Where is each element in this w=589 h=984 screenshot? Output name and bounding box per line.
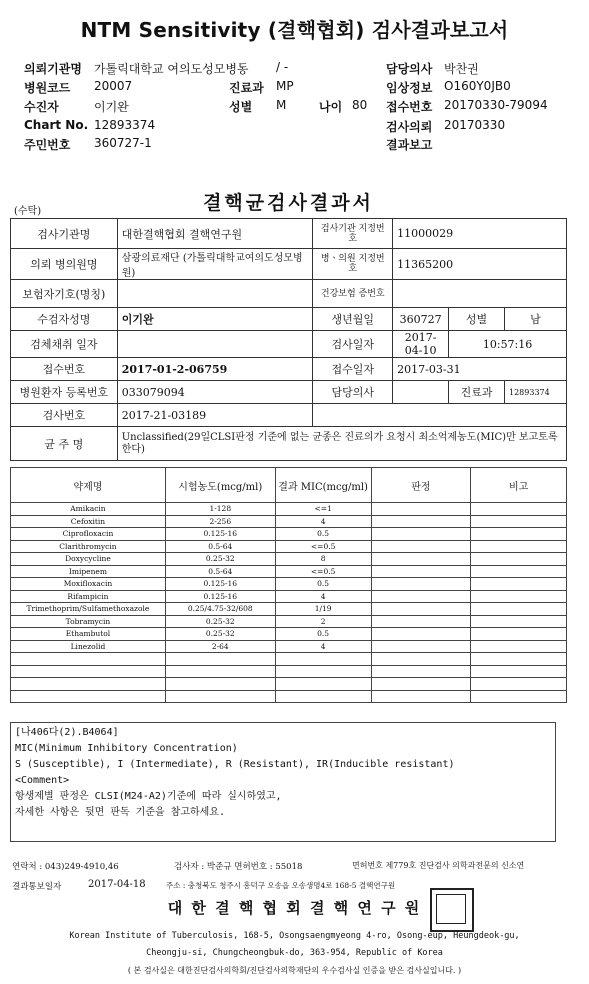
drug-cell: 0.125-16 <box>165 590 275 603</box>
drug-row <box>11 690 567 703</box>
birth-value: 360727 <box>393 308 449 331</box>
drug-cell <box>165 653 275 666</box>
drug-row <box>11 665 567 678</box>
drug-row <box>11 578 567 591</box>
resident-value: 360727-1 <box>94 136 152 150</box>
drug-cell: 0.25-32 <box>165 553 275 566</box>
drug-row <box>11 590 567 603</box>
drug-cell <box>471 590 567 603</box>
name-label: 수검자성명 <box>11 308 118 331</box>
report-date-label: 결과통보일자 <box>12 882 62 892</box>
dept-label-r: 진료과 <box>449 381 505 404</box>
drug-cell: 4 <box>275 640 371 653</box>
drug-cell: 0.25-32 <box>165 628 275 641</box>
drug-cell <box>471 578 567 591</box>
health-value <box>393 280 567 308</box>
collect-label: 검체채취 일자 <box>11 331 118 358</box>
drug-row <box>11 565 567 578</box>
drug-cell: Linezolid <box>11 640 166 653</box>
drug-cell <box>471 603 567 616</box>
report-date-value: 2017-04-18 <box>88 879 146 890</box>
seal-stamp <box>430 888 474 932</box>
drug-row <box>11 603 567 616</box>
cert-note: ( 본 검사실은 대한진단검사의학회/진단검사의학재단의 우수검사실 인증을 받은 검사실입니다. ) <box>127 966 462 975</box>
doctor-label-r: 담당의사 <box>313 381 393 404</box>
doctor-value: 박찬권 <box>444 62 479 76</box>
drug-cell <box>371 565 471 578</box>
drug-cell: <=1 <box>275 503 371 516</box>
sex-label-r: 성별 <box>449 308 505 331</box>
drug-row <box>11 540 567 553</box>
director: 면허번호 제779호 진단검사 의학과전문의 신소연 <box>352 861 525 870</box>
drug-cell <box>471 678 567 691</box>
drug-cell <box>471 503 567 516</box>
drug-cell <box>471 640 567 653</box>
insurance-value <box>117 280 313 308</box>
health-label: 건강보험 증번호 <box>313 280 393 308</box>
drug-cell <box>165 678 275 691</box>
drug-cell <box>165 665 275 678</box>
sex-value-r: 남 <box>505 308 567 331</box>
hosp-label: 의뢰 병의원명 <box>11 249 118 280</box>
drug-cell <box>275 690 371 703</box>
hosp-code-value: 11365200 <box>393 249 567 280</box>
drug-cell: Rifampicin <box>11 590 166 603</box>
examiner: 검사자 : 박준규 면허번호 : 55018 <box>174 862 303 872</box>
drug-cell <box>471 628 567 641</box>
drug-cell: Moxifloxacin <box>11 578 166 591</box>
drug-cell <box>471 615 567 628</box>
clinical-value: O160Y0JB0 <box>444 79 511 93</box>
drug-cell <box>471 653 567 666</box>
strain-value: Unclassified(29일CLSI판정 기준에 없는 균종은 진료의가 요청시 최소억제농도(MIC)만 보고토록 한다) <box>117 427 566 461</box>
drug-cell <box>371 528 471 541</box>
drug-cell <box>11 690 166 703</box>
drug-cell <box>471 553 567 566</box>
drug-cell: 0.25/4.75-32/608 <box>165 603 275 616</box>
drug-cell: 0.5-64 <box>165 540 275 553</box>
birth-label: 생년월일 <box>313 308 393 331</box>
drug-cell: 1/19 <box>275 603 371 616</box>
hospital-value: 가톨릭대학교 여의도성모병동 <box>94 62 249 76</box>
drug-row <box>11 615 567 628</box>
request-label: 검사의뢰 <box>386 120 433 134</box>
drug-cell <box>371 653 471 666</box>
note-line: 항생제별 판정은 CLSI(M24-A2)기준에 따라 실시하였고, <box>15 791 282 802</box>
drug-cell <box>371 628 471 641</box>
drug-cell <box>371 665 471 678</box>
drug-cell <box>11 653 166 666</box>
drug-cell: 4 <box>275 590 371 603</box>
address-kr: 주소 : 충청북도 청주시 흥덕구 오송읍 오송생명4로 168-5 결핵연구원 <box>166 881 396 890</box>
drug-cell <box>275 653 371 666</box>
drug-cell: 0.125-16 <box>165 528 275 541</box>
drug-row <box>11 628 567 641</box>
patient-info-table <box>10 218 567 461</box>
drug-cell <box>471 665 567 678</box>
drug-header-cell: 시험농도(mcg/ml) <box>165 468 275 503</box>
drug-cell <box>371 690 471 703</box>
drug-cell <box>11 678 166 691</box>
chart-value: 12893374 <box>94 118 156 132</box>
report-label: 결과보고 <box>386 138 433 152</box>
slash-value: / - <box>276 60 289 74</box>
exam-no-value: 2017-21-03189 <box>117 404 313 427</box>
drug-cell: 8 <box>275 553 371 566</box>
hosp-code-label: 병ㆍ의원 지정번호 <box>313 249 393 280</box>
drug-cell: 0.5 <box>275 628 371 641</box>
receiver-label: 수진자 <box>24 100 59 114</box>
drug-cell: Ethambutol <box>11 628 166 641</box>
drug-cell <box>371 603 471 616</box>
drug-cell <box>371 678 471 691</box>
inst-code-label: 검사기관 지정번호 <box>313 219 393 249</box>
age-label: 나이 <box>319 100 343 114</box>
receipt-date-value: 2017-03-31 <box>393 358 567 381</box>
drug-cell <box>371 640 471 653</box>
age-value: 80 <box>352 98 368 112</box>
drug-cell: Cefoxitin <box>11 515 166 528</box>
contact: 연락처 : 043)249-4910,46 <box>12 862 119 872</box>
receipt-no-label: 접수번호 <box>11 358 118 381</box>
drug-row <box>11 678 567 691</box>
drug-row <box>11 553 567 566</box>
dept-value: MP <box>276 79 294 93</box>
drug-cell: 2-64 <box>165 640 275 653</box>
hospital-label: 의뢰기관명 <box>24 62 82 76</box>
chart-label: Chart No. <box>24 118 89 132</box>
drug-cell: 4 <box>275 515 371 528</box>
drug-cell <box>471 565 567 578</box>
hosp-value: 삼광의료재단 (가톨릭대학교여의도성모병원) <box>117 249 313 280</box>
drug-cell <box>371 590 471 603</box>
report-title: 결핵균검사결과서 <box>203 192 374 214</box>
drug-row <box>11 640 567 653</box>
drug-cell: 1-128 <box>165 503 275 516</box>
drug-cell <box>471 528 567 541</box>
test-date-label: 검사일자 <box>313 331 393 358</box>
report-tag: (수탁) <box>14 206 42 217</box>
drug-cell: Clarithromycin <box>11 540 166 553</box>
strain-label: 균 주 명 <box>11 427 118 461</box>
drug-row <box>11 515 567 528</box>
drug-cell: 0.5 <box>275 528 371 541</box>
drug-cell <box>471 515 567 528</box>
doctor-value-r <box>393 381 449 404</box>
exam-no-blank <box>313 404 567 427</box>
drug-row <box>11 503 567 516</box>
drug-cell: Amikacin <box>11 503 166 516</box>
drug-cell <box>371 503 471 516</box>
drug-cell: 2 <box>275 615 371 628</box>
page-title: NTM Sensitivity (결핵협회) 검사결과보고서 <box>80 18 509 42</box>
drug-header-cell: 약제명 <box>11 468 166 503</box>
receipt-no-value: 2017-01-2-06759 <box>117 358 313 381</box>
clinical-label: 임상정보 <box>386 81 433 95</box>
drug-cell <box>471 690 567 703</box>
drug-cell <box>371 540 471 553</box>
note-line: [나406다(2).B4064] <box>15 727 119 738</box>
note-line: S (Susceptible), I (Intermediate), R (Resistant), IR(Inducible resistant) <box>15 759 455 770</box>
accession-value: 20170330-79094 <box>444 98 548 112</box>
drug-cell: Doxycycline <box>11 553 166 566</box>
drug-table <box>10 467 567 703</box>
drug-cell: 0.125-16 <box>165 578 275 591</box>
doctor-label: 담당의사 <box>386 62 433 76</box>
drug-cell: 2-256 <box>165 515 275 528</box>
drug-cell <box>371 578 471 591</box>
drug-cell <box>275 665 371 678</box>
scanned-report <box>10 184 567 850</box>
drug-header-cell: 판정 <box>371 468 471 503</box>
drug-cell <box>371 515 471 528</box>
exam-no-label: 검사번호 <box>11 404 118 427</box>
drug-cell <box>371 553 471 566</box>
receipt-date-label: 접수일자 <box>313 358 393 381</box>
notes-box <box>10 722 556 842</box>
inst-value: 대한결핵협회 결핵연구원 <box>117 219 313 249</box>
dept-label: 진료과 <box>229 81 264 95</box>
test-time-value: 10:57:16 <box>449 331 567 358</box>
reg-value: 033079094 <box>117 381 313 404</box>
drug-cell: Ciprofloxacin <box>11 528 166 541</box>
drug-cell <box>275 678 371 691</box>
hospital-code-label: 병원코드 <box>24 81 71 95</box>
drug-cell: <=0.5 <box>275 565 371 578</box>
drug-row <box>11 528 567 541</box>
address-en1: Korean Institute of Tuberculosis, 168-5, Osongsaengmyeong 4-ro, Osong-eup, Heungdeok-gu, <box>69 931 520 941</box>
drug-cell: 0.5-64 <box>165 565 275 578</box>
collect-value <box>117 331 313 358</box>
note-line: MIC(Minimum Inhibitory Concentration) <box>15 743 238 754</box>
request-value: 20170330 <box>444 118 506 132</box>
inst-code-value: 11000029 <box>393 219 567 249</box>
insurance-label: 보험자기호(명칭) <box>11 280 118 308</box>
accession-label: 접수번호 <box>386 100 433 114</box>
drug-cell: 0.25-32 <box>165 615 275 628</box>
drug-row <box>11 653 567 666</box>
test-date-value: 2017-04-10 <box>393 331 449 358</box>
note-line: 자세한 사항은 뒷면 판독 기준을 참고하세요. <box>15 807 226 818</box>
name-value: 이기완 <box>117 308 313 331</box>
drug-cell: <=0.5 <box>275 540 371 553</box>
org-name: 대 한 결 핵 협 회 결 핵 연 구 원 <box>167 899 422 917</box>
drug-cell <box>471 540 567 553</box>
dept-value-r: 12893374 <box>505 381 567 404</box>
hospital-code-value: 20007 <box>94 79 133 93</box>
sex-label: 성별 <box>229 100 253 114</box>
drug-cell: Tobramycin <box>11 615 166 628</box>
resident-label: 주민번호 <box>24 138 71 152</box>
inst-label: 검사기관명 <box>11 219 118 249</box>
drug-cell: Trimethoprim/Sulfamethoxazole <box>11 603 166 616</box>
drug-header-cell: 결과 MIC(mcg/ml) <box>275 468 371 503</box>
receiver-value: 이기완 <box>94 100 129 114</box>
sex-value: M <box>276 98 287 112</box>
drug-cell: Imipenem <box>11 565 166 578</box>
address-en2: Cheongju-si, Chungcheongbuk-do, 363-954, Republic of Korea <box>146 948 443 958</box>
drug-table-header <box>11 468 567 503</box>
note-line: <Comment> <box>15 775 70 786</box>
drug-cell <box>371 615 471 628</box>
drug-cell <box>165 690 275 703</box>
drug-header-cell: 비고 <box>471 468 567 503</box>
drug-cell <box>11 665 166 678</box>
drug-cell: 0.5 <box>275 578 371 591</box>
reg-label: 병원환자 등록번호 <box>11 381 118 404</box>
